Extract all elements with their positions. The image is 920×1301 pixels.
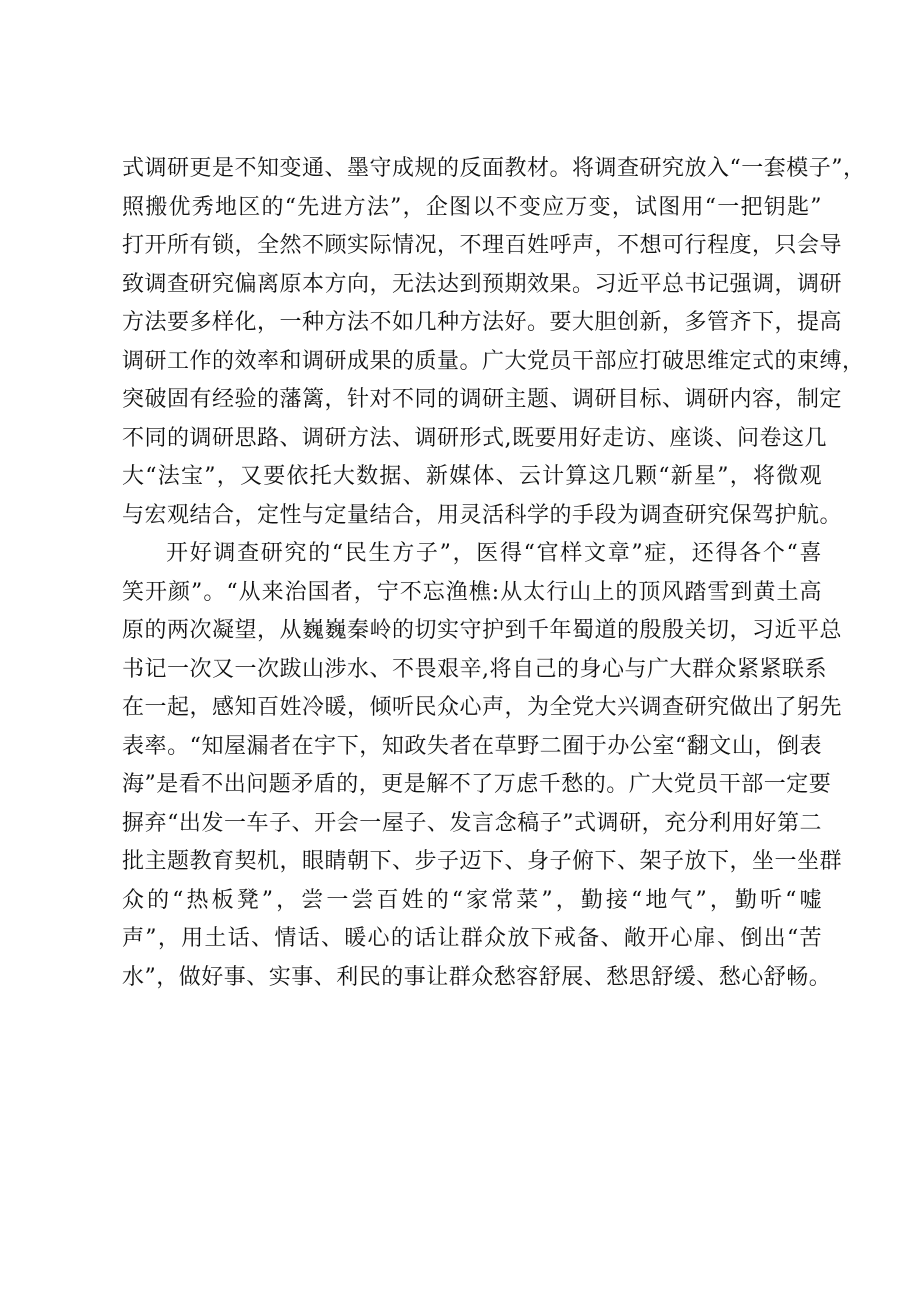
text-line: 笑开颜”。“从来治国者，宁不忘渔樵:从太行山上的顶风踏雪到黄土高 (122, 579, 822, 605)
text-line: 突破固有经验的藩篱，针对不同的调研主题、调研目标、调研内容，制定 (122, 387, 843, 412)
text-line: 海”是看不出问题矛盾的，更是解不了万虑千愁的。广大党员干部一定要 (122, 772, 832, 797)
text-line: 原的两次凝望，从巍巍秦岭的切实守护到千年蜀道的殷殷关切，习近平总 (122, 618, 843, 643)
text-line: 众的“热板凳”，尝一尝百姓的“家常菜”，勤接“地气”，勤听“嘘 (122, 887, 822, 913)
text-line: 方法要多样化，一种方法不如几种方法好。要大胆创新，多管齐下，提高 (122, 310, 843, 335)
text-line: 在一起，感知百姓冷暖，倾听民众心声，为全党大兴调查研究做出了躬先 (122, 695, 843, 720)
text-line: 大“法宝”，又要依托大数据、新媒体、云计算这几颗“新星”，将微观 (122, 464, 822, 489)
text-line: 打开所有锁，全然不顾实际情况，不理百姓呼声，不想可行程度，只会导 (122, 233, 843, 258)
paragraph-2 (122, 535, 843, 997)
text-line: 致调查研究偏离原本方向，无法达到预期效果。习近平总书记强调，调研 (122, 271, 843, 297)
text-line: 表率。“知屋漏者在宇下，知政失者在草野二囿于办公室“翻文山，倒表 (122, 733, 822, 759)
text-line: 不同的调研思路、调研方法、调研形式,既要用好走访、座谈、问卷这几 (122, 425, 827, 451)
text-line: 式调研更是不知变通、墨守成规的反面教材。将调查研究放入“一套模子”， (122, 156, 866, 181)
text-line: 声”，用土话、情话、暖心的话让群众放下戒备、敞开心扉、倒出“苦 (122, 926, 822, 951)
paragraph-1 (122, 150, 866, 535)
document-body (122, 150, 866, 997)
text-line: 调研工作的效率和调研成果的质量。广大党员干部应打破思维定式的束缚， (122, 348, 865, 374)
text-line: 开好调查研究的“民生方子”，医得“官样文章”症，还得各个“喜 (166, 541, 822, 566)
text-line: 与宏观结合，定性与定量结合，用灵活科学的手段为调查研究保驾护航。 (122, 502, 843, 528)
text-line: 书记一次又一次跋山涉水、不畏艰辛,将自己的身心与广大群众紧紧联系 (122, 656, 827, 682)
text-line: 摒弃“出发一车子、开会一屋子、发言念稿子”式调研，充分利用好第二 (122, 810, 822, 836)
text-line: 批主题教育契机，眼睛朝下、步子迈下、身子俯下、架子放下，坐一坐群 (122, 849, 843, 874)
text-line: 照搬优秀地区的“先进方法”，企图以不变应万变，试图用“一把钥匙” (122, 194, 822, 220)
text-line: 水”，做好事、实事、利民的事让群众愁容舒展、愁思舒缓、愁心舒畅。 (122, 964, 832, 990)
